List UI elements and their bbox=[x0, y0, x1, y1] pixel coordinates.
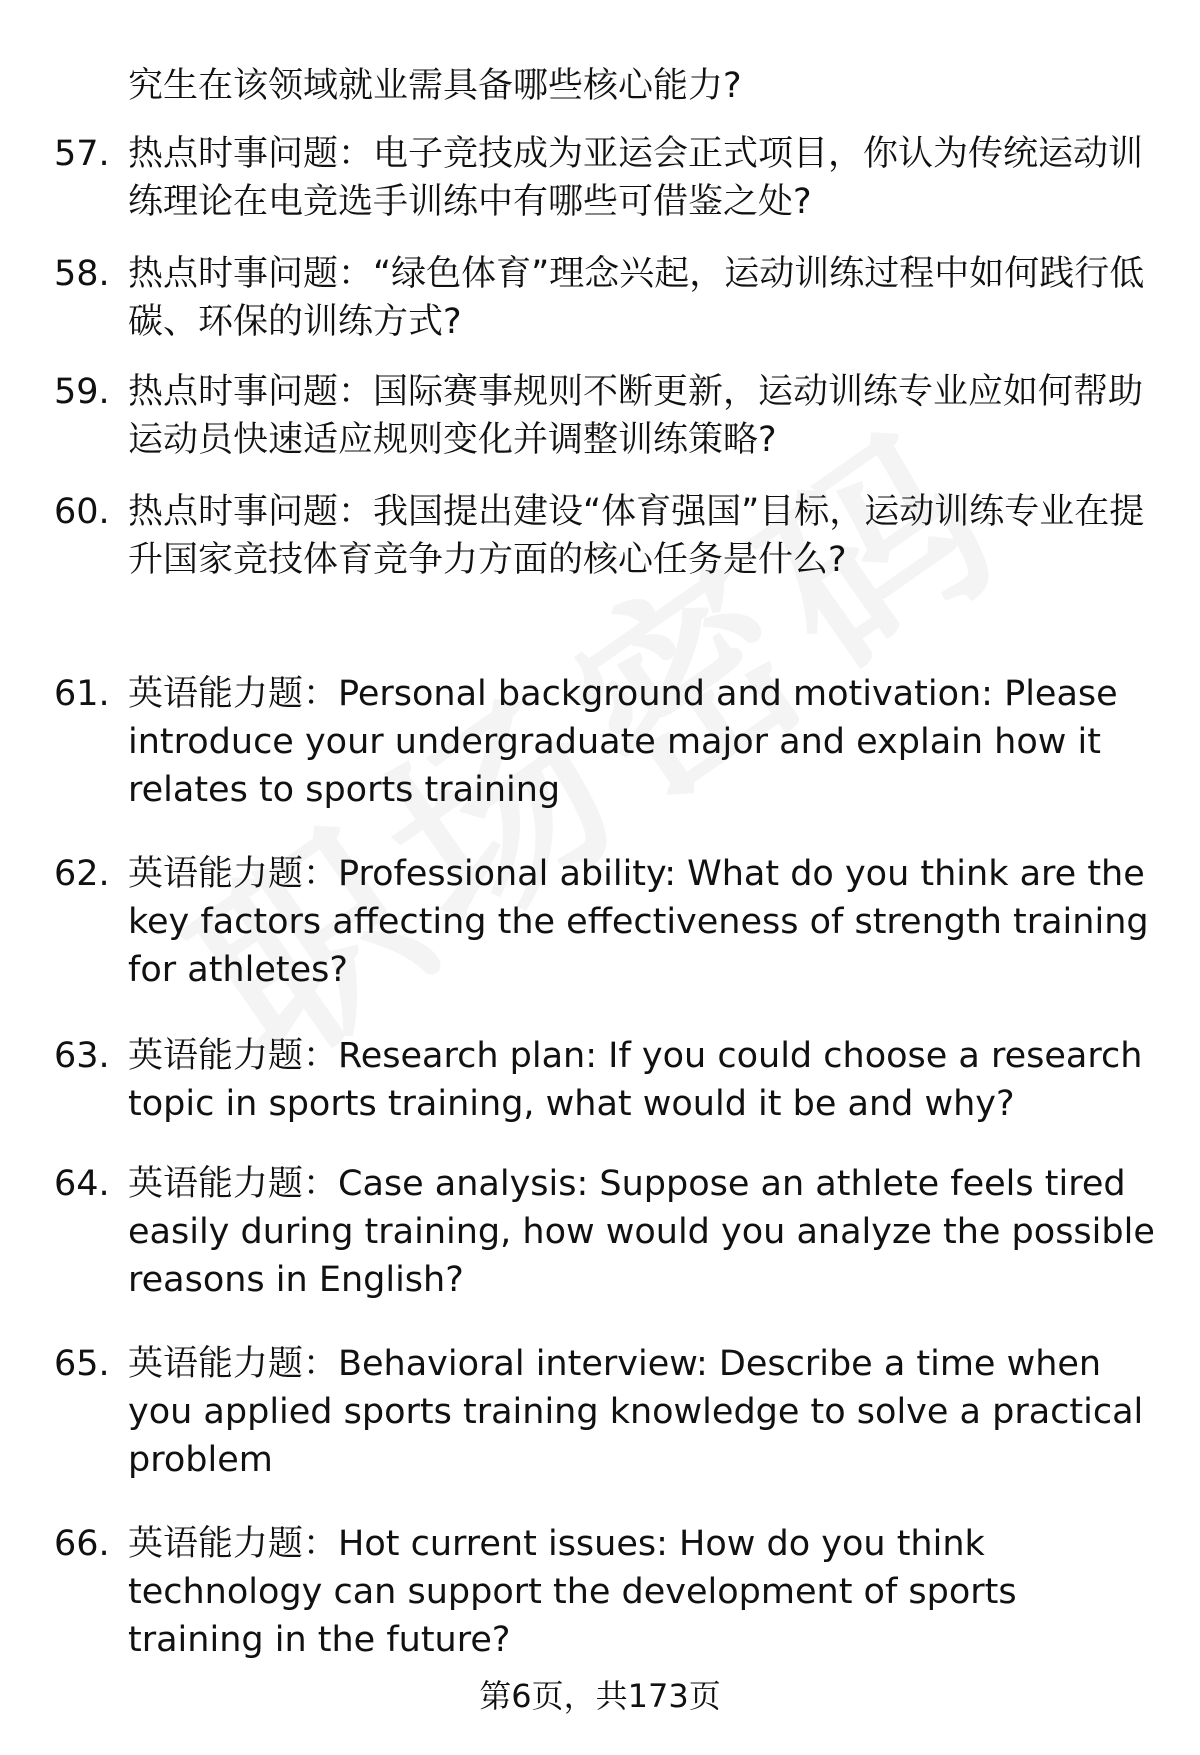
question-number: 62. bbox=[54, 854, 110, 894]
question-number: 60. bbox=[54, 492, 110, 532]
question-number: 57. bbox=[54, 134, 110, 174]
question-number: 66. bbox=[54, 1524, 110, 1564]
question-text: 热点时事问题：“绿色体育”理念兴起，运动训练过程中如何践行低碳、环保的训练方式? bbox=[128, 254, 1145, 342]
question-text: 热点时事问题：国际赛事规则不断更新，运动训练专业应如何帮助运动员快速适应规则变化并调整训练策略? bbox=[128, 372, 1144, 460]
question-text: 热点时事问题：我国提出建设“体育强国”目标，运动训练专业在提升国家竞技体育竞争力方面的核心任务是什么? bbox=[128, 492, 1145, 580]
question-text: 英语能力题：Case analysis: Suppose an athlete feels tired easily during training, how would you analyze the possible reasons in English? bbox=[128, 1164, 1155, 1300]
question-text: 英语能力题：Hot current issues: How do you think technology can support the development of sports training in the future? bbox=[128, 1524, 1017, 1660]
question-number: 63. bbox=[54, 1036, 110, 1076]
question-text: 英语能力题：Research plan: If you could choose a research topic in sports training, what would it be and why? bbox=[128, 1036, 1143, 1124]
question-number: 59. bbox=[54, 372, 110, 412]
page-footer: 第6页，共173页 bbox=[479, 1677, 721, 1715]
question-number: 64. bbox=[54, 1164, 110, 1204]
question-text: 英语能力题：Personal background and motivation: Please introduce your undergraduate major and explain how it relates to sports training bbox=[128, 674, 1118, 810]
question-number: 58. bbox=[54, 254, 110, 294]
question-text: 热点时事问题：电子竞技成为亚运会正式项目，你认为传统运动训练理论在电竞选手训练中有哪些可借鉴之处? bbox=[128, 134, 1144, 222]
continuation-text: 究生在该领域就业需具备哪些核心能力? bbox=[128, 66, 742, 106]
question-text: 英语能力题：Professional ability: What do you think are the key factors affecting the effectiveness of strength training for athletes? bbox=[128, 854, 1149, 990]
question-text: 英语能力题：Behavioral interview: Describe a time when you applied sports training knowledge to solve a practical problem bbox=[128, 1344, 1144, 1480]
question-number: 61. bbox=[54, 674, 110, 714]
question-number: 65. bbox=[54, 1344, 110, 1384]
